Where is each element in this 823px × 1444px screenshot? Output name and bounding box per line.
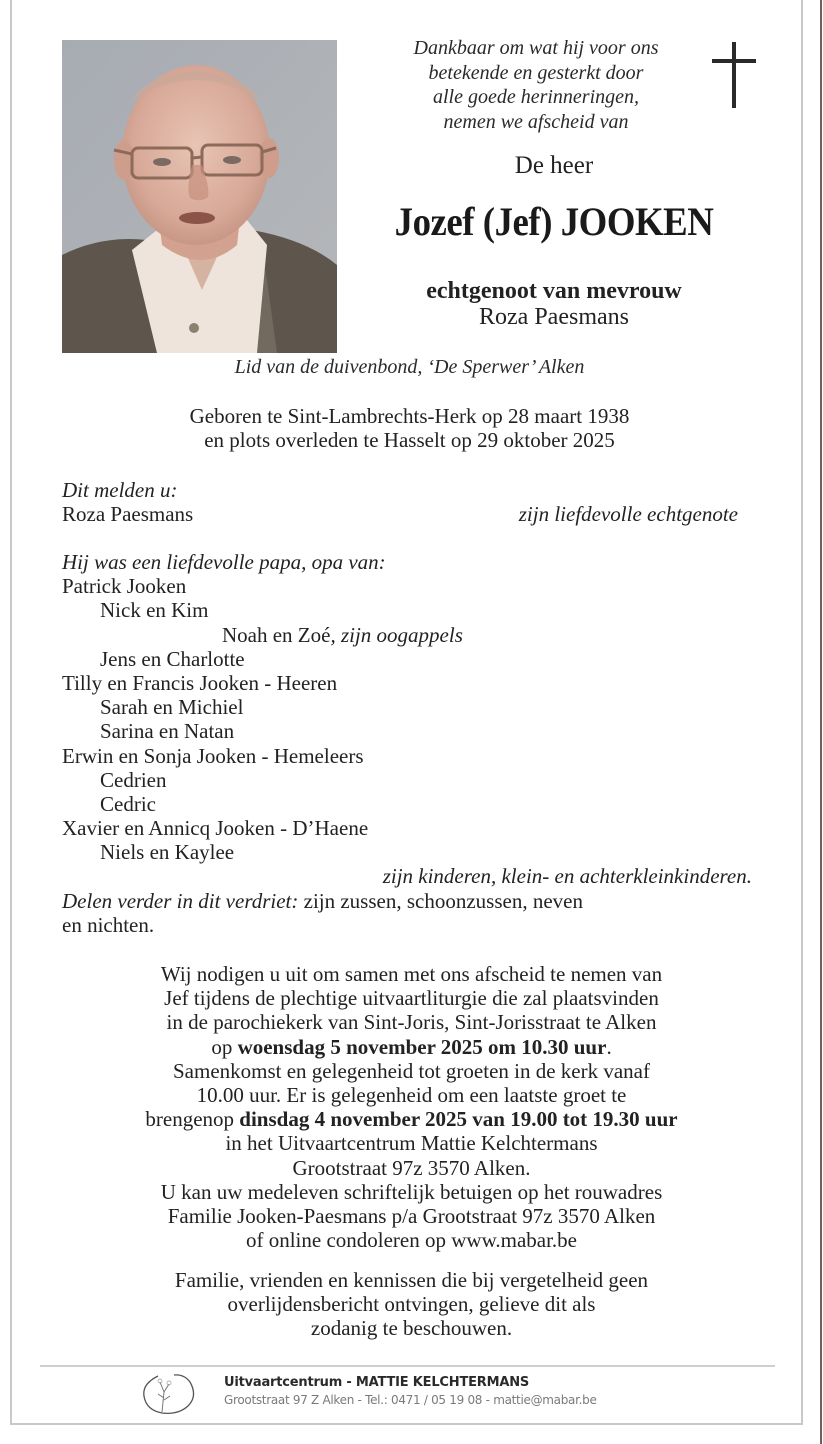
notice-line: overlijdensbericht ontvingen, gelieve dit als [227,1292,596,1317]
cross-icon [710,40,758,110]
invitation-line-funeral [55,1035,768,1059]
family-entry-suffix: , zijn oogappels [330,622,463,647]
notice-line: zodanig te beschouwen. [310,1316,513,1341]
portrait-photo [62,40,337,353]
announcement-label: Dit melden u: [62,478,178,502]
funeral-datetime: woensdag 5 november 2025 om 10.30 uur [237,1034,607,1059]
family-entry [62,623,752,647]
family-entry: Xavier en Annicq Jooken - D’Haene [62,816,369,841]
family-entry: Cedric [100,791,156,816]
footer-company-name: Uitvaartcentrum - MATTIE KELCHTERMANS [224,1375,530,1390]
text: brengenop [145,1107,240,1132]
family-entry: Sarina en Natan [100,719,235,744]
family-entry-name: Noah en Zoé [222,622,331,647]
intro-line: Dankbaar om wat hij voor ons [413,37,659,59]
family-entry: Erwin en Sonja Jooken - Hemeleers [62,743,364,768]
footer-contact: Grootstraat 97 Z Alken - Tel.: 0471 / 05 19 08 - mattie@mabar.be [224,1393,597,1407]
life-dates [62,404,757,452]
family-block [62,550,752,937]
birth-line: Geboren te Sint-Lambrechts-Herk op 28 maart 1938 [189,404,630,428]
invitation-line: Jef tijdens de plechtige uitvaartliturgie die zal plaatsvinden [164,986,659,1011]
spouse-info [350,278,758,330]
invitation-line-farewell [55,1107,768,1131]
notice-line: Familie, vrienden en kennissen die bij vergetelheid geen [174,1268,649,1292]
family-shared-row-2: en nichten. [62,912,155,937]
invitation-line: U kan uw medeleven schriftelijk betuigen op het rouwadres [160,1179,663,1204]
salutation: De heer [514,152,594,179]
family-shared-row [62,889,752,913]
spouse-line-2: Roza Paesmans [479,304,629,330]
invitation-line: Grootstraat 97z 3570 Alken. [292,1155,531,1180]
family-shared-text: zijn zussen, schoonzussen, neven [298,888,583,913]
announcement-spouse-name: Roza Paesmans [62,502,194,527]
invitation-line: in de parochiekerk van Sint-Joris, Sint-Jorisstraat te Alken [166,1010,657,1035]
spouse-line-1: echtgenoot van mevrouw [426,278,682,304]
membership-text: Lid van de duivenbond, ‘De Sperwer’ Alken [234,356,585,378]
intro-line: alle goede herinneringen, [432,86,640,108]
invitation-line: Samenkomst en gelegenheid tot groeten in de kerk vanaf [172,1058,650,1083]
page-edge [820,0,822,1444]
family-entry: Tilly en Francis Jooken - Heeren [62,670,338,695]
text: . [606,1034,612,1059]
portrait-image [62,40,337,353]
invitation-line: Wij nodigen u uit om samen met ons afscheid te nemen van [160,962,663,986]
family-entry: Jens en Charlotte [100,646,245,671]
announcement-spouse-row [62,502,752,526]
intro-line: nemen we afscheid van [443,110,629,133]
intro-line: betekende en gesterkt door [428,61,644,84]
invitation-line: of online condoleren op www.mabar.be [245,1228,578,1253]
deceased-name: Jozef (Jef) JOOKEN [394,199,714,244]
invitation-line: 10.00 uur. Er is gelegenheid om een laatste groet te [196,1083,627,1108]
family-label: Hij was een liefdevolle papa, opa van: [62,550,386,574]
family-entry: Cedrien [100,767,167,792]
intro-text [350,36,722,134]
family-entry: Niels en Kaylee [100,840,235,865]
invitation-line: Familie Jooken-Paesmans p/a Grootstraat 97z 3570 Alken [167,1204,656,1229]
announcement-block [62,478,752,526]
family-entry: Nick en Kim [100,598,209,623]
announcement-spouse-role: zijn liefdevolle echtgenote [518,502,738,527]
family-entry: Patrick Jooken [62,574,187,599]
invitation-line: in het Uitvaartcentrum Mattie Kelchtermans [225,1131,598,1156]
footer-divider [40,1365,775,1367]
death-line: en plots overleden te Hasselt op 29 oktober 2025 [204,428,615,452]
notice-block [55,1268,768,1341]
family-entry: Sarah en Michiel [100,695,244,720]
invitation-block [55,962,768,1252]
text: op [211,1034,238,1059]
farewell-datetime: dinsdag 4 november 2025 van 19.00 tot 19.30 uur [239,1107,678,1132]
tree-circle-logo-icon [138,1370,208,1416]
family-closing: zijn kinderen, klein- en achterkleinkinderen. [382,864,752,889]
family-shared-label: Delen verder in dit verdriet: [62,888,299,913]
